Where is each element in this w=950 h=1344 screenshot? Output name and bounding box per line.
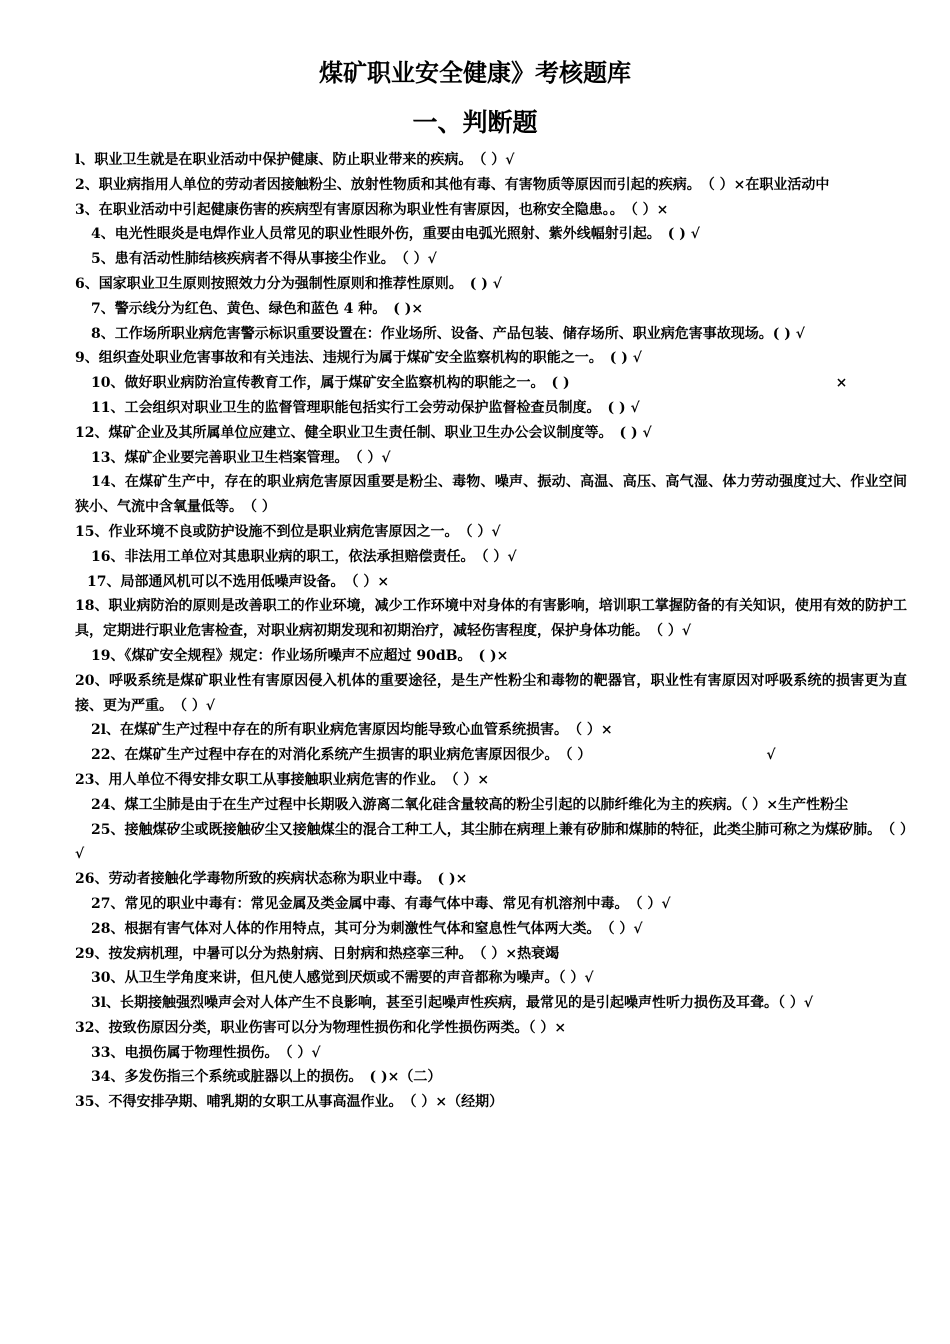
question-item: 19、《煤矿安全规程》规定：作业场所噪声不应超过 90dB。 ( )× <box>91 647 509 664</box>
question-item: 28、根据有害气体对人体的作用特点，其可分为刺激性气体和窒息性气体两大类。 （ ）√ <box>91 920 643 937</box>
section-title: 一、判断题 <box>412 108 538 137</box>
question-item: 5、患有活动性肺结核疾病者不得从事接尘作业。 （ ）√ <box>91 251 437 268</box>
question-item: 20、呼吸系统是煤矿职业性有害原因侵入机体的重要途径，是生产性粉尘和毒物的靶器官，职业性有害原因对呼吸系统的损害更为直接、更为严重。 （ ）√ <box>75 672 907 714</box>
question-item: 8、工作场所职业病危害警示标识重要设置在：作业场所、设备、产品包装、储存场所、职业病危害事故现场。( ) √ <box>91 325 805 342</box>
question-item: 23、用人单位不得安排女职工从事接触职业病危害的作业。 （ ）× <box>75 771 490 788</box>
question-item: 16、非法用工单位对其患职业病的职工，依法承担赔偿责任。 （ ）√ <box>91 548 517 565</box>
question-item: 22、在煤矿生产过程中存在的对消化系统产生损害的职业病危害原因很少。 （ ） √ <box>91 747 776 764</box>
question-item: 29、按发病机理，中暑可以分为热射病、日射病和热痉挛三种。 （ ）×热衰竭 <box>75 945 560 962</box>
question-item: 27、常见的职业中毒有：常见金属及类金属中毒、有毒气体中毒、常见有机溶剂中毒。 （ ）√ <box>91 895 671 912</box>
question-item: 2l、在煤矿生产过程中存在的所有职业病危害原因均能导致心血管系统损害。 （ ）× <box>91 722 613 739</box>
question-item: 32、按致伤原因分类，职业伤害可以分为物理性损伤和化学性损伤两类。（ ）× <box>75 1019 567 1036</box>
question-item: 18、职业病防治的原则是改善职工的作业环境，减少工作环境中对身体的有害影响，培训职工掌握防备的有关知识，使用有效的防护工具，定期进行职业危害检查，对职业病初期发现和初期治疗，减轻伤害程度，保护身体功能。 （ ）√ <box>75 598 907 640</box>
question-item: 14、在煤矿生产中，存在的职业病危害原因重要是粉尘、毒物、噪声、振动、高温、高压、高气湿、体力劳动强度过大、作业空间狭小、气流中含氧量低等。 （ ） <box>75 474 907 516</box>
question-item: 34、多发伤指三个系统或脏器以上的损伤。 ( )×（二） <box>91 1069 442 1086</box>
question-list <box>75 148 907 1115</box>
question-item: 7、警示线分为红色、黄色、绿色和蓝色 4 种。 ( )× <box>91 300 424 317</box>
question-item: l、职业卫生就是在职业活动中保护健康、防止职业带来的疾病。 （ ）√ <box>75 152 515 168</box>
question-item: 35、不得安排孕期、哺乳期的女职工从事高温作业。 （ ）×（经期） <box>75 1094 504 1111</box>
question-item: 4、电光性眼炎是电焊作业人员常见的职业性眼外伤，重要由电弧光照射、紫外线幅射引起。 ( ) √ <box>91 226 700 243</box>
question-item: 2、职业病指用人单位的劳动者因接触粉尘、放射性物质和其他有毒、有害物质等原因而引起的疾病。 （ ）×在职业活动中 <box>75 176 830 193</box>
question-item: 3l、长期接触强烈噪声会对人体产生不良影响，甚至引起噪声性疾病，最常见的是引起噪声性听力损伤及耳聋。（ ）√ <box>91 995 814 1012</box>
question-item: 15、作业环境不良或防护设施不到位是职业病危害原因之一。 （ ）√ <box>75 523 501 540</box>
question-item: 17、局部通风机可以不选用低噪声设备。 （ ）× <box>87 573 390 590</box>
question-item: 13、煤矿企业要完善职业卫生档案管理。 （ ）√ <box>91 449 391 466</box>
question-item: 9、组织查处职业危害事故和有关违法、违规行为属于煤矿安全监察机构的职能之一。 ( ) √ <box>75 350 642 367</box>
question-item: 6、国家职业卫生原则按照效力分为强制性原则和推荐性原则。 ( ) √ <box>75 275 502 292</box>
document-title: 煤矿职业安全健康》考核题库 <box>319 58 631 87</box>
question-item: 11、工会组织对职业卫生的监督管理职能包括实行工会劳动保护监督检查员制度。 ( ) √ <box>91 399 640 416</box>
question-item: 25、接触煤矽尘或既接触矽尘又接触煤尘的混合工种工人，其尘肺在病理上兼有矽肺和煤肺的特征，此类尘肺可称之为煤矽肺。 （ ）√ <box>75 821 907 863</box>
question-item: 30、从卫生学角度来讲，但凡使人感觉到厌烦或不需要的声音都称为噪声。（ ）√ <box>91 970 594 987</box>
question-item: 24、煤工尘肺是由于在生产过程中长期吸入游离二氧化硅含量较高的粉尘引起的以肺纤维化为主的疾病。（ ）×生产性粉尘 <box>91 796 849 813</box>
question-item: 33、电损伤属于物理性损伤。 （ ）√ <box>91 1044 321 1061</box>
question-item: 12、煤矿企业及其所属单位应建立、健全职业卫生责任制、职业卫生办公会议制度等。 ( ) √ <box>75 424 652 441</box>
question-item: 10、做好职业病防治宣传教育工作，属于煤矿安全监察机构的职能之一。 ( ) × <box>91 375 848 392</box>
question-item: 26、劳动者接触化学毒物所致的疾病状态称为职业中毒。 ( )× <box>75 871 468 888</box>
question-item: 3、在职业活动中引起健康伤害的疾病型有害原因称为职业性有害原因，也称安全隐患。。 （ ）× <box>75 201 669 218</box>
